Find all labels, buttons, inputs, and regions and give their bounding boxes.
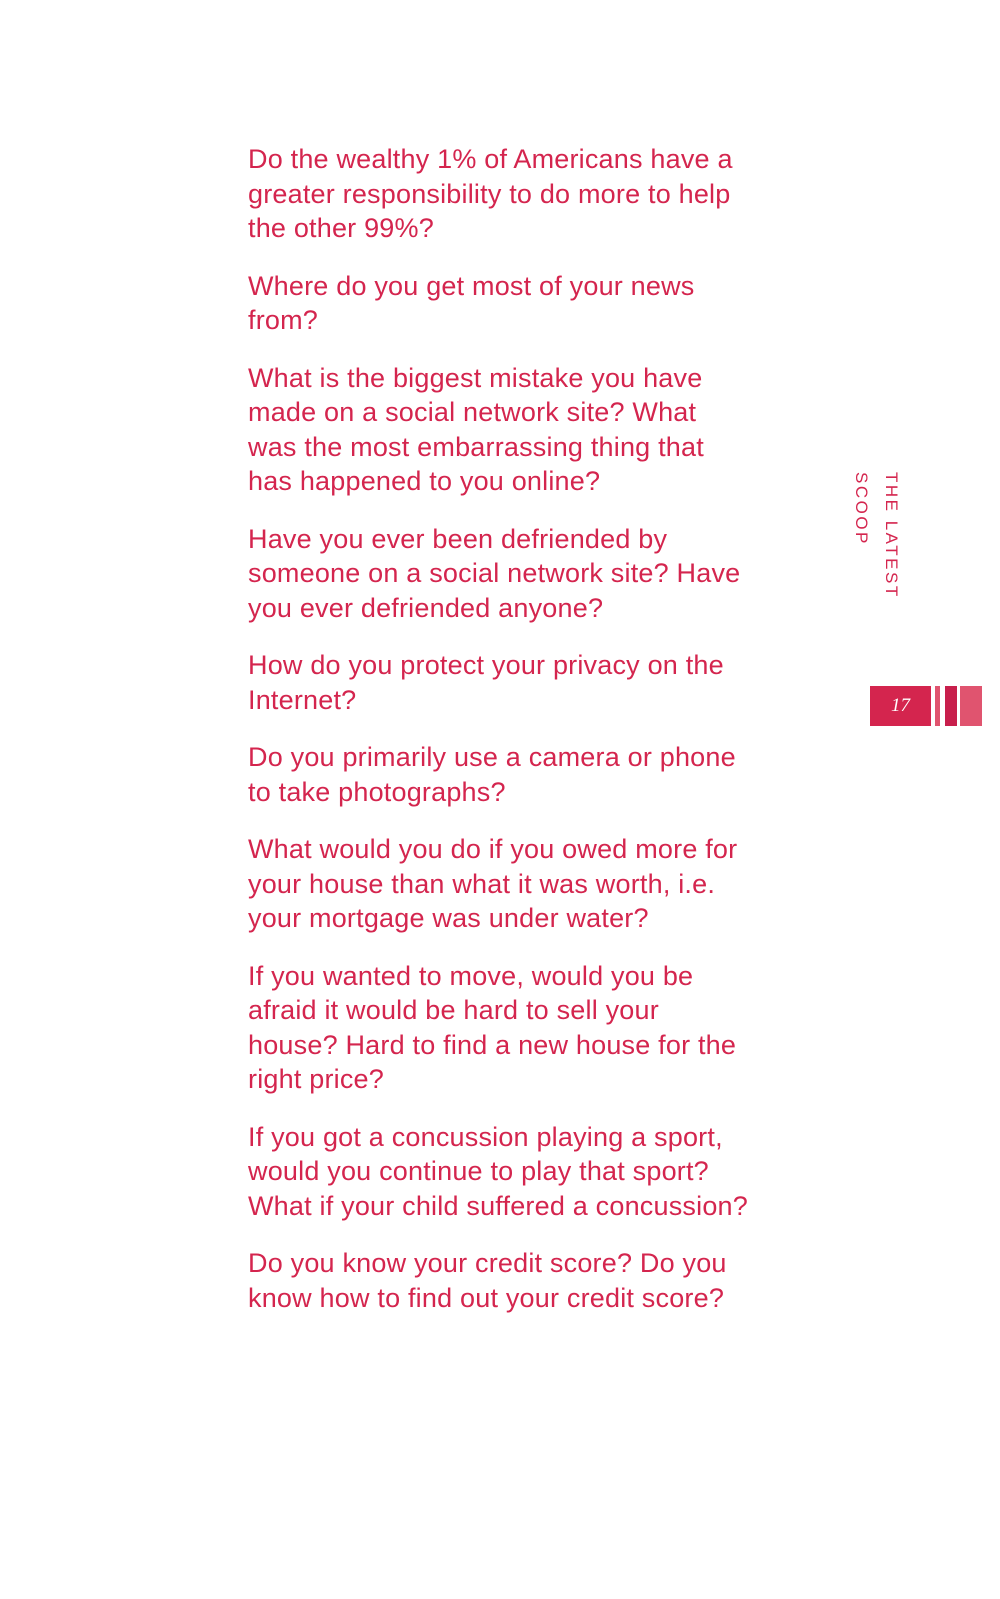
- question-item: If you wanted to move, would you be afraid it would be hard to sell your house? Hard to find a new house for the right price?: [248, 960, 737, 1094]
- decorative-stripe: [960, 686, 982, 726]
- question-item: If you got a concussion playing a sport, would you continue to play that sport? What if your child suffered a concussion?: [248, 1121, 748, 1221]
- question-item: Do you primarily use a camera or phone to take photographs?: [248, 742, 736, 807]
- decorative-stripe: [935, 686, 940, 726]
- question-list: [248, 142, 748, 1338]
- section-title: THE LATEST SCOOP: [852, 472, 901, 599]
- question-item: Do the wealthy 1% of Americans have a greater responsibility to do more to help the other 99%?: [248, 144, 733, 243]
- decorative-stripe: [945, 686, 957, 726]
- question-item: Have you ever been defriended by someone on a social network site? Have you ever defriended anyone?: [248, 523, 741, 623]
- page-number: 17: [870, 686, 931, 726]
- question-item: Do you know your credit score? Do you know how to find out your credit score?: [248, 1248, 727, 1313]
- question-item: What would you do if you owed more for your house than what it was worth, i.e. your mortgage was under water?: [248, 834, 738, 933]
- question-item: What is the biggest mistake you have made on a social network site? What was the most embarrassing thing that has happened to you online?: [248, 362, 704, 496]
- question-item: How do you protect your privacy on the Internet?: [248, 650, 724, 715]
- question-item: Where do you get most of your news from?: [248, 270, 695, 335]
